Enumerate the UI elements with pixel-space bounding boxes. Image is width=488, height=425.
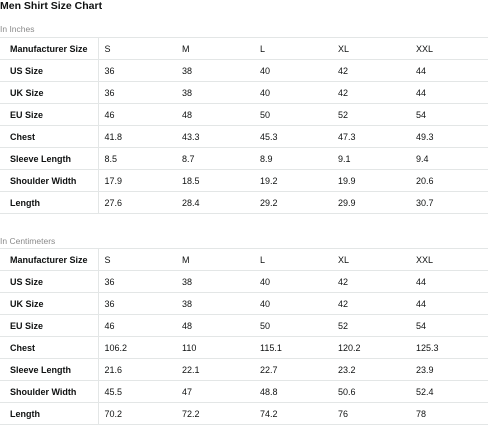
table-cell: 41.8 bbox=[98, 126, 176, 148]
table-cell: 78 bbox=[410, 403, 488, 425]
table-cell: 45.5 bbox=[98, 381, 176, 403]
row-label: Sleeve Length bbox=[0, 359, 98, 381]
table-cell: 48 bbox=[176, 315, 254, 337]
table-cell: 120.2 bbox=[332, 337, 410, 359]
table-cell: S bbox=[98, 38, 176, 60]
table-row bbox=[0, 271, 488, 293]
table-row bbox=[0, 359, 488, 381]
table-cell: 27.6 bbox=[98, 192, 176, 214]
table-cell: 22.7 bbox=[254, 359, 332, 381]
table-cell: 106.2 bbox=[98, 337, 176, 359]
table-cell: 50.6 bbox=[332, 381, 410, 403]
table-cell: 9.4 bbox=[410, 148, 488, 170]
row-label: Manufacturer Size bbox=[0, 38, 98, 60]
table-cell: S bbox=[98, 249, 176, 271]
table-cell: 42 bbox=[332, 82, 410, 104]
table-cell: 50 bbox=[254, 315, 332, 337]
table-cell: 18.5 bbox=[176, 170, 254, 192]
table-cell: 28.4 bbox=[176, 192, 254, 214]
size-table-centimeters bbox=[0, 248, 488, 425]
row-label: Sleeve Length bbox=[0, 148, 98, 170]
table-row bbox=[0, 337, 488, 359]
table-cell: 115.1 bbox=[254, 337, 332, 359]
table-cell: 42 bbox=[332, 293, 410, 315]
row-label: EU Size bbox=[0, 315, 98, 337]
table-row bbox=[0, 381, 488, 403]
table-cell: 40 bbox=[254, 60, 332, 82]
table-cell: 76 bbox=[332, 403, 410, 425]
table-cell: 52 bbox=[332, 104, 410, 126]
row-label: EU Size bbox=[0, 104, 98, 126]
table-cell: 8.5 bbox=[98, 148, 176, 170]
table-cell: 125.3 bbox=[410, 337, 488, 359]
table-cell: 110 bbox=[176, 337, 254, 359]
table-cell: 50 bbox=[254, 104, 332, 126]
size-table-body bbox=[0, 249, 488, 425]
table-cell: 23.2 bbox=[332, 359, 410, 381]
table-cell: 43.3 bbox=[176, 126, 254, 148]
table-cell: L bbox=[254, 249, 332, 271]
row-label: UK Size bbox=[0, 293, 98, 315]
row-label: Length bbox=[0, 403, 98, 425]
table-cell: 45.3 bbox=[254, 126, 332, 148]
table-cell: 8.7 bbox=[176, 148, 254, 170]
table-cell: 22.1 bbox=[176, 359, 254, 381]
table-cell: 36 bbox=[98, 271, 176, 293]
table-cell: 19.2 bbox=[254, 170, 332, 192]
size-table-body bbox=[0, 38, 488, 214]
table-cell: 48 bbox=[176, 104, 254, 126]
row-label: Length bbox=[0, 192, 98, 214]
table-row bbox=[0, 60, 488, 82]
table-row bbox=[0, 403, 488, 425]
row-label: Chest bbox=[0, 337, 98, 359]
table-cell: 21.6 bbox=[98, 359, 176, 381]
row-label: US Size bbox=[0, 60, 98, 82]
table-cell: 54 bbox=[410, 104, 488, 126]
table-cell: 54 bbox=[410, 315, 488, 337]
table-row bbox=[0, 148, 488, 170]
row-label: UK Size bbox=[0, 82, 98, 104]
table-row bbox=[0, 104, 488, 126]
table-cell: 74.2 bbox=[254, 403, 332, 425]
table-cell: 29.9 bbox=[332, 192, 410, 214]
table-cell: 47 bbox=[176, 381, 254, 403]
table-cell: 40 bbox=[254, 82, 332, 104]
section-caption-inches: In Inches bbox=[0, 24, 35, 34]
table-cell: M bbox=[176, 249, 254, 271]
table-cell: L bbox=[254, 38, 332, 60]
table-cell: 29.2 bbox=[254, 192, 332, 214]
table-cell: 52.4 bbox=[410, 381, 488, 403]
table-cell: 40 bbox=[254, 271, 332, 293]
table-cell: 44 bbox=[410, 60, 488, 82]
table-cell: 44 bbox=[410, 271, 488, 293]
row-label: Manufacturer Size bbox=[0, 249, 98, 271]
table-row bbox=[0, 170, 488, 192]
table-cell: 38 bbox=[176, 82, 254, 104]
row-label: Shoulder Width bbox=[0, 381, 98, 403]
table-cell: 49.3 bbox=[410, 126, 488, 148]
table-cell: 40 bbox=[254, 293, 332, 315]
table-cell: 20.6 bbox=[410, 170, 488, 192]
table-cell: XXL bbox=[410, 249, 488, 271]
table-cell: 38 bbox=[176, 293, 254, 315]
table-row bbox=[0, 82, 488, 104]
section-caption-centimeters: In Centimeters bbox=[0, 236, 56, 246]
table-cell: 36 bbox=[98, 82, 176, 104]
table-cell: 44 bbox=[410, 82, 488, 104]
size-table-inches bbox=[0, 37, 488, 214]
row-label: Shoulder Width bbox=[0, 170, 98, 192]
table-cell: 72.2 bbox=[176, 403, 254, 425]
row-label: US Size bbox=[0, 271, 98, 293]
table-cell: 38 bbox=[176, 271, 254, 293]
table-cell: 44 bbox=[410, 293, 488, 315]
table-cell: 47.3 bbox=[332, 126, 410, 148]
table-cell: 23.9 bbox=[410, 359, 488, 381]
table-row bbox=[0, 315, 488, 337]
table-cell: 52 bbox=[332, 315, 410, 337]
table-cell: 42 bbox=[332, 60, 410, 82]
table-cell: M bbox=[176, 38, 254, 60]
table-cell: 46 bbox=[98, 315, 176, 337]
page-title: Men Shirt Size Chart bbox=[0, 0, 103, 12]
table-cell: XL bbox=[332, 249, 410, 271]
table-cell: 38 bbox=[176, 60, 254, 82]
table-cell: 8.9 bbox=[254, 148, 332, 170]
table-cell: 48.8 bbox=[254, 381, 332, 403]
table-cell: 9.1 bbox=[332, 148, 410, 170]
row-label: Chest bbox=[0, 126, 98, 148]
table-cell: 46 bbox=[98, 104, 176, 126]
table-cell: XL bbox=[332, 38, 410, 60]
table-cell: 17.9 bbox=[98, 170, 176, 192]
table-cell: 42 bbox=[332, 271, 410, 293]
table-cell: 70.2 bbox=[98, 403, 176, 425]
table-row bbox=[0, 249, 488, 271]
table-cell: XXL bbox=[410, 38, 488, 60]
table-row bbox=[0, 293, 488, 315]
table-cell: 19.9 bbox=[332, 170, 410, 192]
table-cell: 36 bbox=[98, 293, 176, 315]
table-cell: 36 bbox=[98, 60, 176, 82]
table-row bbox=[0, 192, 488, 214]
table-row bbox=[0, 126, 488, 148]
table-row bbox=[0, 38, 488, 60]
table-cell: 30.7 bbox=[410, 192, 488, 214]
